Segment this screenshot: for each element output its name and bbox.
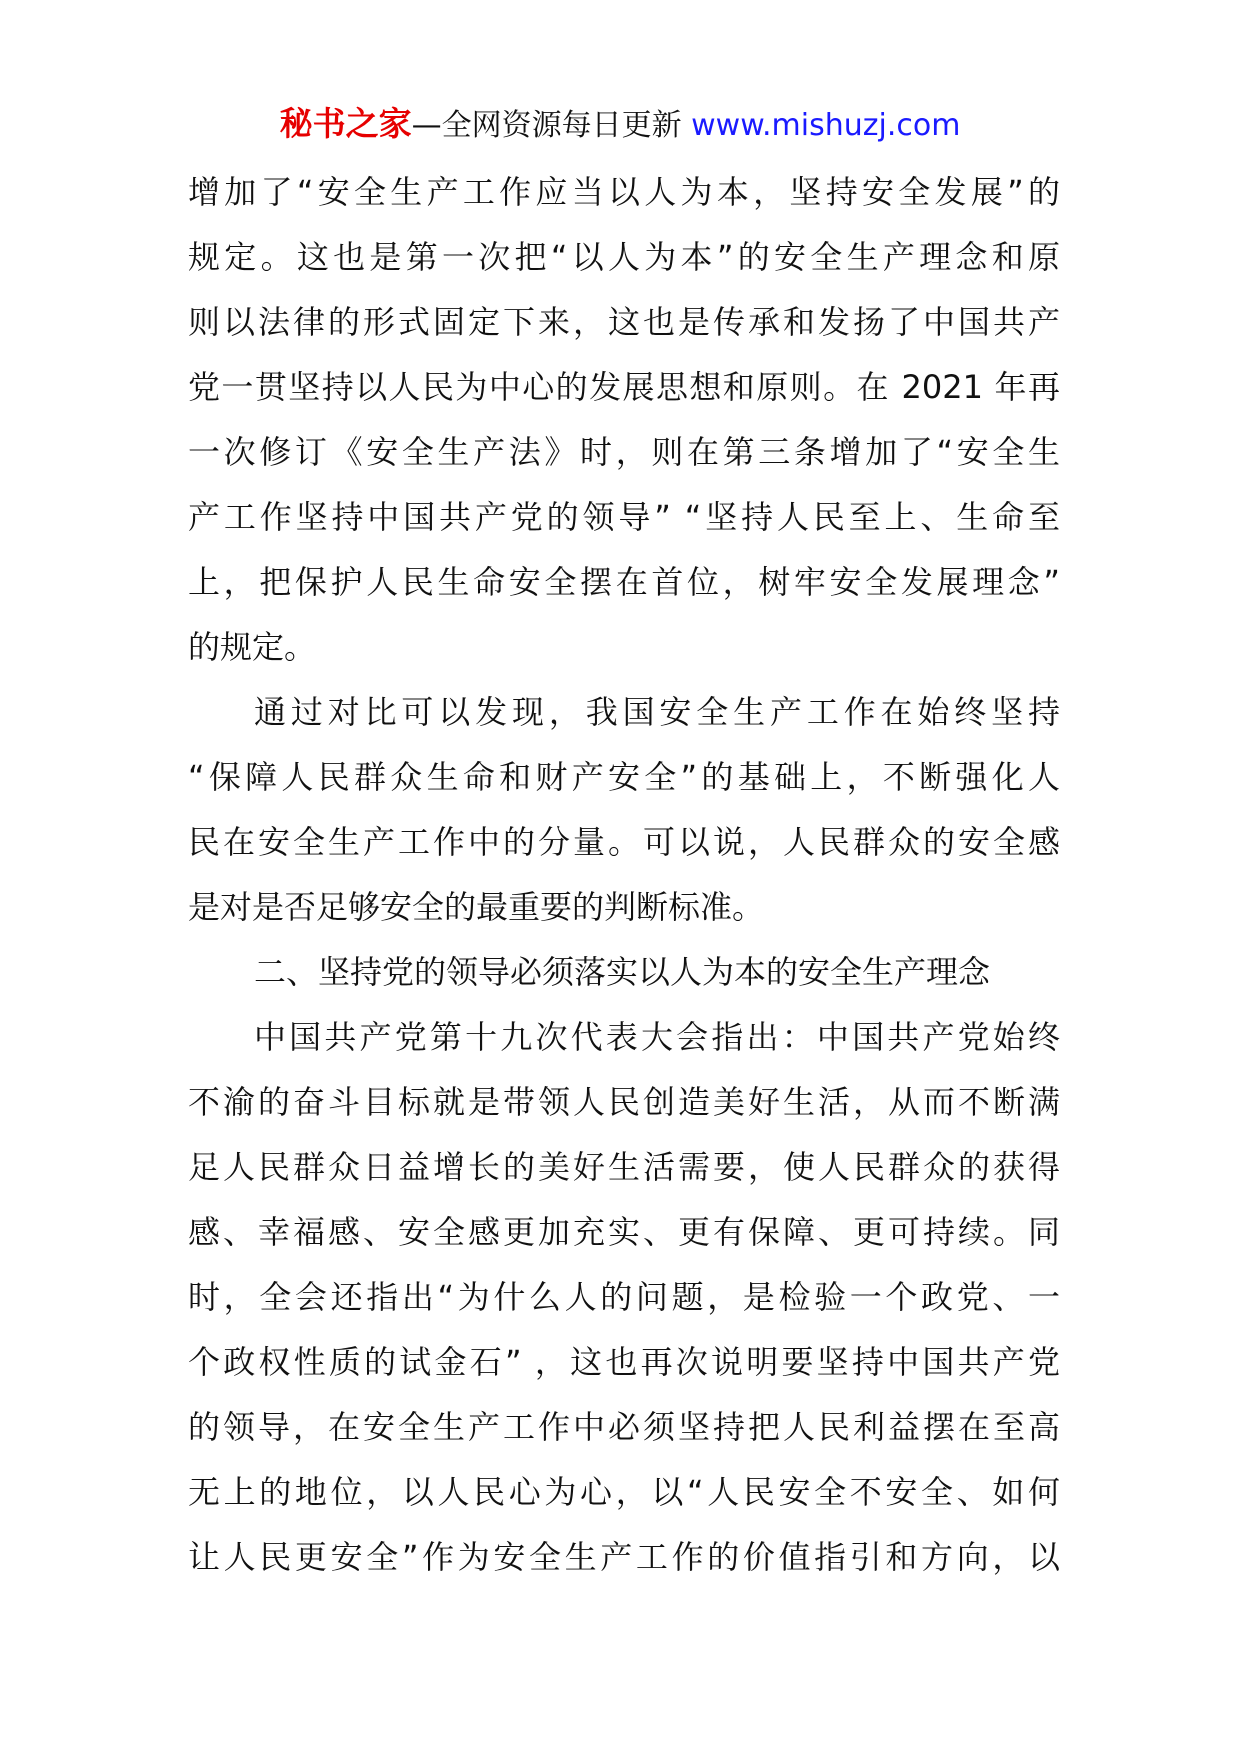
body-line: 则以法律的形式固定下来，这也是传承和发扬了中国共产 <box>188 303 1060 341</box>
body-line: 个政权性质的试金石” ，这也再次说明要坚持中国共产党 <box>188 1343 1060 1381</box>
document-body <box>188 160 1060 1590</box>
brand-name: 秘书之家 <box>279 104 412 143</box>
body-line: 是对是否足够安全的最重要的判断标准。 <box>188 888 765 926</box>
section-heading: 二、坚持党的领导必须落实以人为本的安全生产理念 <box>254 953 991 991</box>
body-line: “保障人民群众生命和财产安全”的基础上，不断强化人 <box>188 758 1060 796</box>
body-line: 一次修订《安全生产法》时，则在第三条增加了“安全生 <box>188 433 1060 471</box>
body-line: 产工作坚持中国共产党的领导” “坚持人民至上、生命至 <box>188 498 1060 536</box>
body-line: 感、幸福感、安全感更加充实、更有保障、更可持续。同 <box>188 1213 1060 1251</box>
body-line: 上，把保护人民生命安全摆在首位，树牢安全发展理念” <box>188 563 1060 601</box>
body-line: 增加了“安全生产工作应当以人为本，坚持安全发展”的 <box>188 173 1060 211</box>
page-header <box>0 100 1240 150</box>
body-line: 通过对比可以发现，我国安全生产工作在始终坚持 <box>254 693 1060 731</box>
body-line: 的规定。 <box>188 628 317 666</box>
body-line: 无上的地位，以人民心为心，以“人民安全不安全、如何 <box>188 1473 1060 1511</box>
body-line: 党一贯坚持以人民为中心的发展思想和原则。在 2021 年再 <box>188 368 1060 406</box>
body-line: 规定。这也是第一次把“以人为本”的安全生产理念和原 <box>188 238 1060 276</box>
body-line: 时，全会还指出“为什么人的问题，是检验一个政党、一 <box>188 1278 1060 1316</box>
header-tagline: —全网资源每日更新 <box>411 108 682 143</box>
body-line: 不渝的奋斗目标就是带领人民创造美好生活，从而不断满 <box>188 1083 1060 1121</box>
body-line: 的领导，在安全生产工作中必须坚持把人民利益摆在至高 <box>188 1408 1060 1446</box>
body-line: 中国共产党第十九次代表大会指出：中国共产党始终 <box>254 1018 1060 1056</box>
body-line: 让人民更安全”作为安全生产工作的价值指引和方向，以 <box>188 1538 1060 1576</box>
header-url-link[interactable]: www.mishuzj.com <box>691 108 961 143</box>
body-line: 足人民群众日益增长的美好生活需要，使人民群众的获得 <box>188 1148 1060 1186</box>
body-line: 民在安全生产工作中的分量。可以说，人民群众的安全感 <box>188 823 1060 861</box>
